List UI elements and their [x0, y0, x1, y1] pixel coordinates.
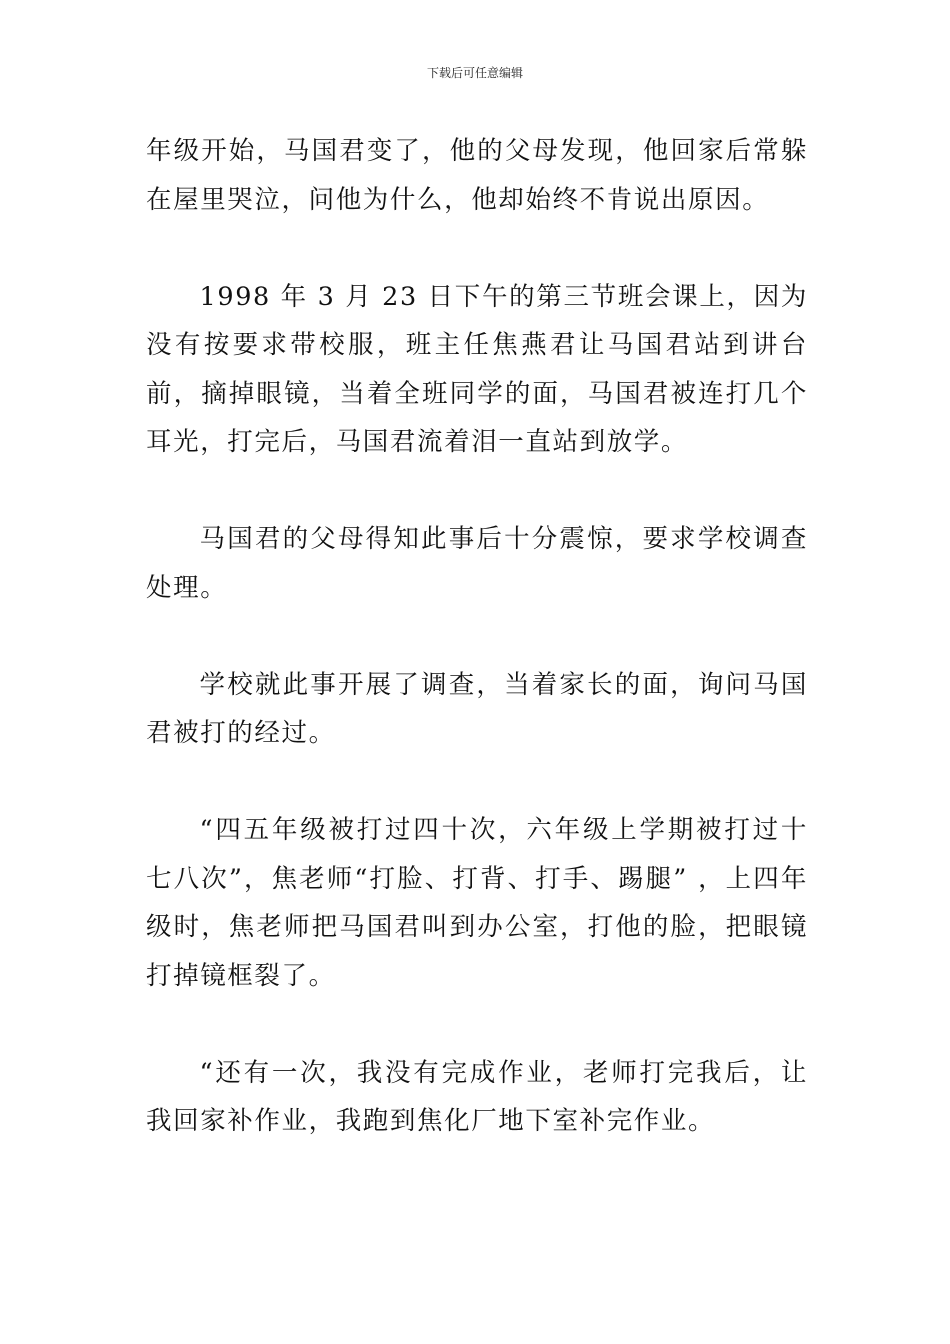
page-header-note: 下载后可任意编辑 [426, 66, 523, 80]
paragraph-6: “还有一次，我没有完成作业，老师打完我后，让我回家补作业，我跑到焦化厂地下室补完作业。 [146, 1057, 808, 1136]
paragraph-5: “四五年级被打过四十次，六年级上学期被打过十七八次”，焦老师“打脸、打背、打手、踢腿” ，上四年级时，焦老师把马国君叫到办公室，打他的脸，把眼镜打掉镜框裂了。 [146, 815, 808, 991]
paragraph-4: 学校就此事开展了调查，当着家长的面，询问马国君被打的经过。 [146, 669, 808, 748]
paragraph-2: 1998 年 3 月 23 日下午的第三节班会课上，因为没有按要求带校服，班主任焦燕君让马国君站到讲台前，摘掉眼镜，当着全班同学的面，马国君被连打几个耳光，打完后，马国君流着泪一直站到放学。 [146, 281, 808, 457]
document-body [146, 127, 808, 1146]
paragraph-3: 马国君的父母得知此事后十分震惊，要求学校调查处理。 [146, 524, 808, 603]
paragraph-1: 年级开始，马国君变了，他的父母发现，他回家后常躲在屋里哭泣，问他为什么，他却始终不肯说出原因。 [146, 136, 808, 215]
